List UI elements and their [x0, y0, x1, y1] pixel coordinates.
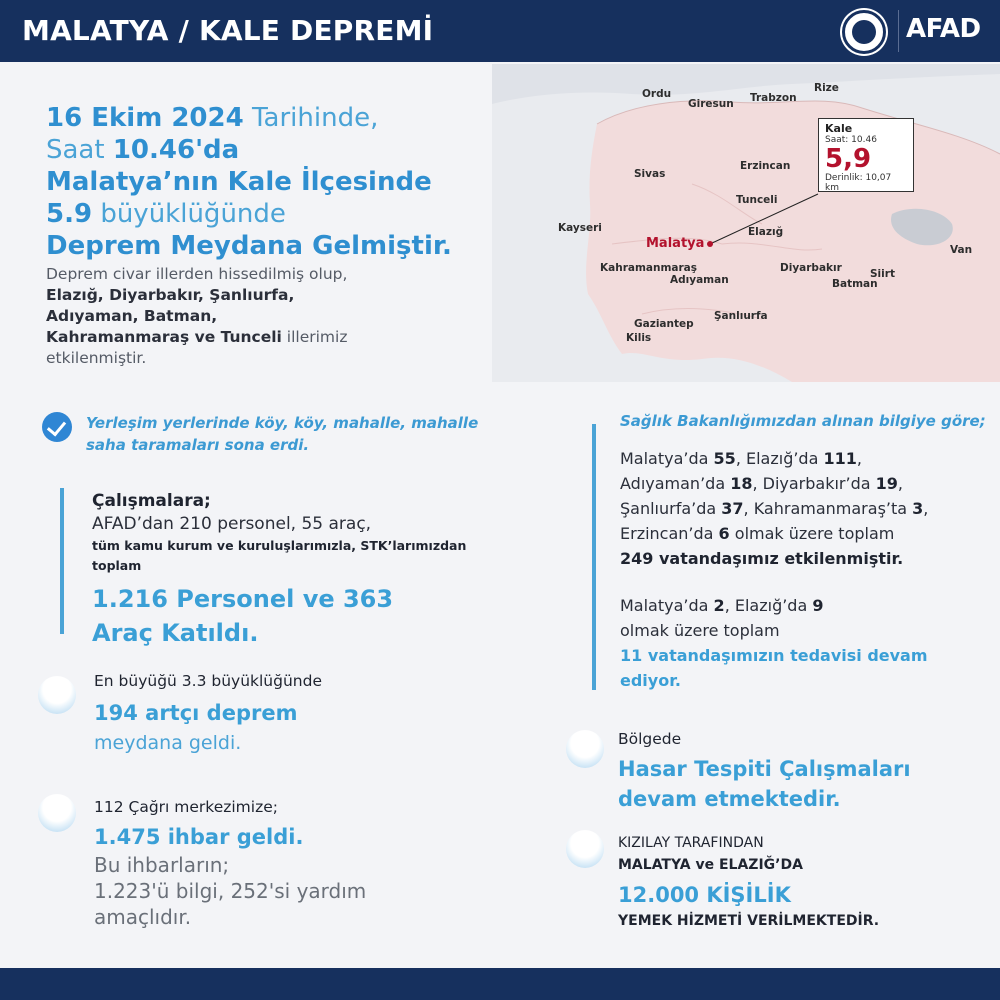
affected-elazig: 111	[823, 449, 857, 468]
headline-magnitude-suffix: büyüklüğünde	[92, 199, 286, 229]
map-label-siirt: Siirt	[870, 268, 895, 280]
affected-diyarbakir: 19	[875, 474, 898, 493]
footer-bar	[0, 968, 1000, 1000]
map-label-elazig: Elazığ	[748, 226, 784, 238]
callout-name: Kale	[825, 122, 853, 135]
callout-time: Saat: 10.46	[825, 135, 877, 145]
calls-line4: amaçlıdır.	[94, 905, 192, 929]
headline-event: Deprem Meydana Gelmiştir.	[46, 231, 452, 261]
headline-time: 10.46'da	[112, 135, 240, 165]
map-label-van: Van	[950, 244, 973, 256]
header-bar	[0, 0, 1000, 62]
kizilay-line2: MALATYA ve ELAZIĞ’DA	[618, 857, 803, 873]
intro-text	[46, 264, 486, 369]
map-label-trabzon: Trabzon	[750, 92, 797, 104]
work-head: Çalışmalara;	[92, 491, 211, 511]
map-label-sivas: Sivas	[634, 168, 666, 180]
bubble-icon	[566, 830, 604, 868]
callout-magnitude: 5,9	[825, 144, 872, 174]
map-label-kahramanmaras: Kahramanmaraş	[600, 262, 698, 274]
treatment-line2: olmak üzere toplam	[620, 621, 780, 640]
ministry-seal-icon	[842, 10, 886, 54]
health-title: Sağlık Bakanlığımızdan alınan bilgiye göre;	[620, 412, 986, 430]
affected-sanliurfa: 37	[721, 499, 744, 518]
epicenter-callout	[818, 118, 914, 192]
treatment-highlight: 11 vatandaşımızın tedavisi devam ediyor.	[620, 646, 928, 690]
map-label-kilis: Kilis	[626, 332, 652, 344]
work-line3: toplam	[92, 558, 142, 573]
map-label-rize: Rize	[814, 82, 839, 94]
affected-kmaras: 3	[912, 499, 924, 518]
map-label-ordu: Ordu	[642, 88, 672, 100]
map-label-batman: Batman	[832, 278, 878, 290]
map-label-sanliurfa: Şanlıurfa	[714, 310, 768, 322]
affected-malatya-label: Malatya’da	[620, 449, 714, 468]
affected-erzincan: 6	[718, 524, 730, 543]
aftershock-line1: En büyüğü 3.3 büyüklüğünde	[94, 672, 322, 690]
damage-line1: Bölgede	[618, 730, 682, 748]
affected-kmaras-label: , Kahramanmaraş’ta	[743, 499, 913, 518]
map-label-gaziantep: Gaziantep	[634, 318, 694, 330]
affected-adiyaman: 18	[730, 474, 753, 493]
bubble-icon	[38, 794, 76, 832]
work-total: 1.216 Personel ve 363 Araç Katıldı.	[92, 585, 394, 647]
intro-line2: Adıyaman, Batman,	[46, 307, 218, 325]
map-label-giresun: Giresun	[688, 98, 734, 110]
headline-time-prefix: Saat	[46, 135, 113, 165]
map-label-kayseri: Kayseri	[558, 222, 602, 234]
calls-line2: Bu ihbarların;	[94, 853, 230, 877]
kizilay-block	[618, 832, 978, 932]
check-icon	[42, 412, 72, 442]
intro-line3: Kahramanmaraş ve Tunceli	[46, 328, 282, 346]
treatment-elazig: 9	[812, 596, 824, 615]
header-divider	[898, 10, 899, 52]
treatment-elazig-label: , Elazığ’da	[724, 596, 813, 615]
calls-count: 1.475 ihbar geldi.	[94, 825, 304, 849]
affected-erzincan-suffix: olmak üzere toplam	[729, 524, 895, 543]
calls-block	[94, 796, 514, 930]
headline-location: Malatya’nın Kale İlçesinde	[46, 167, 432, 197]
treatment-malatya: 2	[713, 596, 725, 615]
headline-date-suffix: Tarihinde,	[243, 103, 379, 133]
affected-total: 249 vatandaşımız etkilenmiştir.	[620, 549, 904, 568]
bubble-icon	[566, 730, 604, 768]
aftershock-line2: meydana geldi.	[94, 732, 242, 754]
intro-prefix: Deprem civar illerden hissedilmiş olup,	[46, 265, 348, 283]
damage-status: Hasar Tespiti Çalışmaları devam etmektedir.	[618, 757, 911, 811]
kizilay-line1: KIZILAY TARAFINDAN	[618, 835, 764, 851]
work-accent-bar	[60, 488, 64, 634]
affected-elazig-label: , Elazığ’da	[735, 449, 824, 468]
map-label-tunceli: Tunceli	[736, 194, 778, 206]
intro-suffix: etkilenmiştir.	[46, 349, 147, 367]
aftershock-count: 194 artçı deprem	[94, 701, 298, 725]
callout-depth: Derinlik: 10,07 km	[825, 173, 892, 193]
intro-line1: Elazığ, Diyarbakır, Şanlıurfa,	[46, 286, 295, 304]
intro-line3-suffix: illerimiz	[281, 328, 348, 346]
affected-malatya: 55	[713, 449, 736, 468]
aftershock-block	[94, 670, 514, 756]
affected-erzincan-label: Erzincan’da	[620, 524, 719, 543]
scan-complete-note: Yerleşim yerlerinde köy, köy, mahalle, mahalle saha taramaları sona erdi.	[86, 414, 479, 454]
work-line2: tüm kamu kurum ve kuruluşlarımızla, STK’larımızdan	[92, 538, 467, 553]
map-label-diyarbakir: Diyarbakır	[780, 262, 842, 274]
bubble-icon	[38, 676, 76, 714]
work-line1: AFAD’dan 210 personel, 55 araç,	[92, 514, 372, 534]
calls-line3: 1.223'ü bilgi, 252'si yardım	[94, 879, 367, 903]
map-label-erzincan: Erzincan	[740, 160, 791, 172]
afad-logo: AFAD	[906, 14, 981, 44]
calls-line1: 112 Çağrı merkezimize;	[94, 798, 278, 816]
headline-date: 16 Ekim 2024	[46, 103, 244, 133]
health-affected: Malatya’da 55, Elazığ’da 111, Adıyaman’da 18, Diyarbakır’da 19, Şanlıurfa’da 37, Kahramanmaraş’ta 3, Erzincan’da 6 olmak üzere toplam 249 vatandaşımız etkilenmiştir. Malatya’da 2, Elazığ’da 9 olmak üzere toplam 11 vatandaşımızın tedavisi devam ediyor.	[620, 446, 990, 693]
headline-magnitude: 5.9	[46, 199, 93, 229]
treatment-malatya-label: Malatya’da	[620, 596, 714, 615]
health-accent-bar	[592, 424, 596, 690]
kizilay-count: 12.000 KİŞİLİK	[618, 883, 791, 907]
work-block	[92, 490, 532, 650]
map-label-adiyaman: Adıyaman	[670, 274, 729, 286]
earthquake-map	[492, 64, 1000, 382]
headline	[46, 102, 486, 262]
page-title: MALATYA / KALE DEPREMİ	[22, 14, 434, 47]
damage-block	[618, 728, 958, 814]
map-label-malatya: Malatya	[646, 236, 705, 251]
affected-kmaras-suffix: ,	[923, 499, 929, 518]
kizilay-line3: YEMEK HİZMETİ VERİLMEKTEDİR.	[618, 913, 880, 929]
affected-sanliurfa-label: Şanlıurfa’da	[620, 499, 722, 518]
affected-diyarbakir-label: , Diyarbakır’da	[752, 474, 876, 493]
affected-adiyaman-label: Adıyaman’da	[620, 474, 731, 493]
